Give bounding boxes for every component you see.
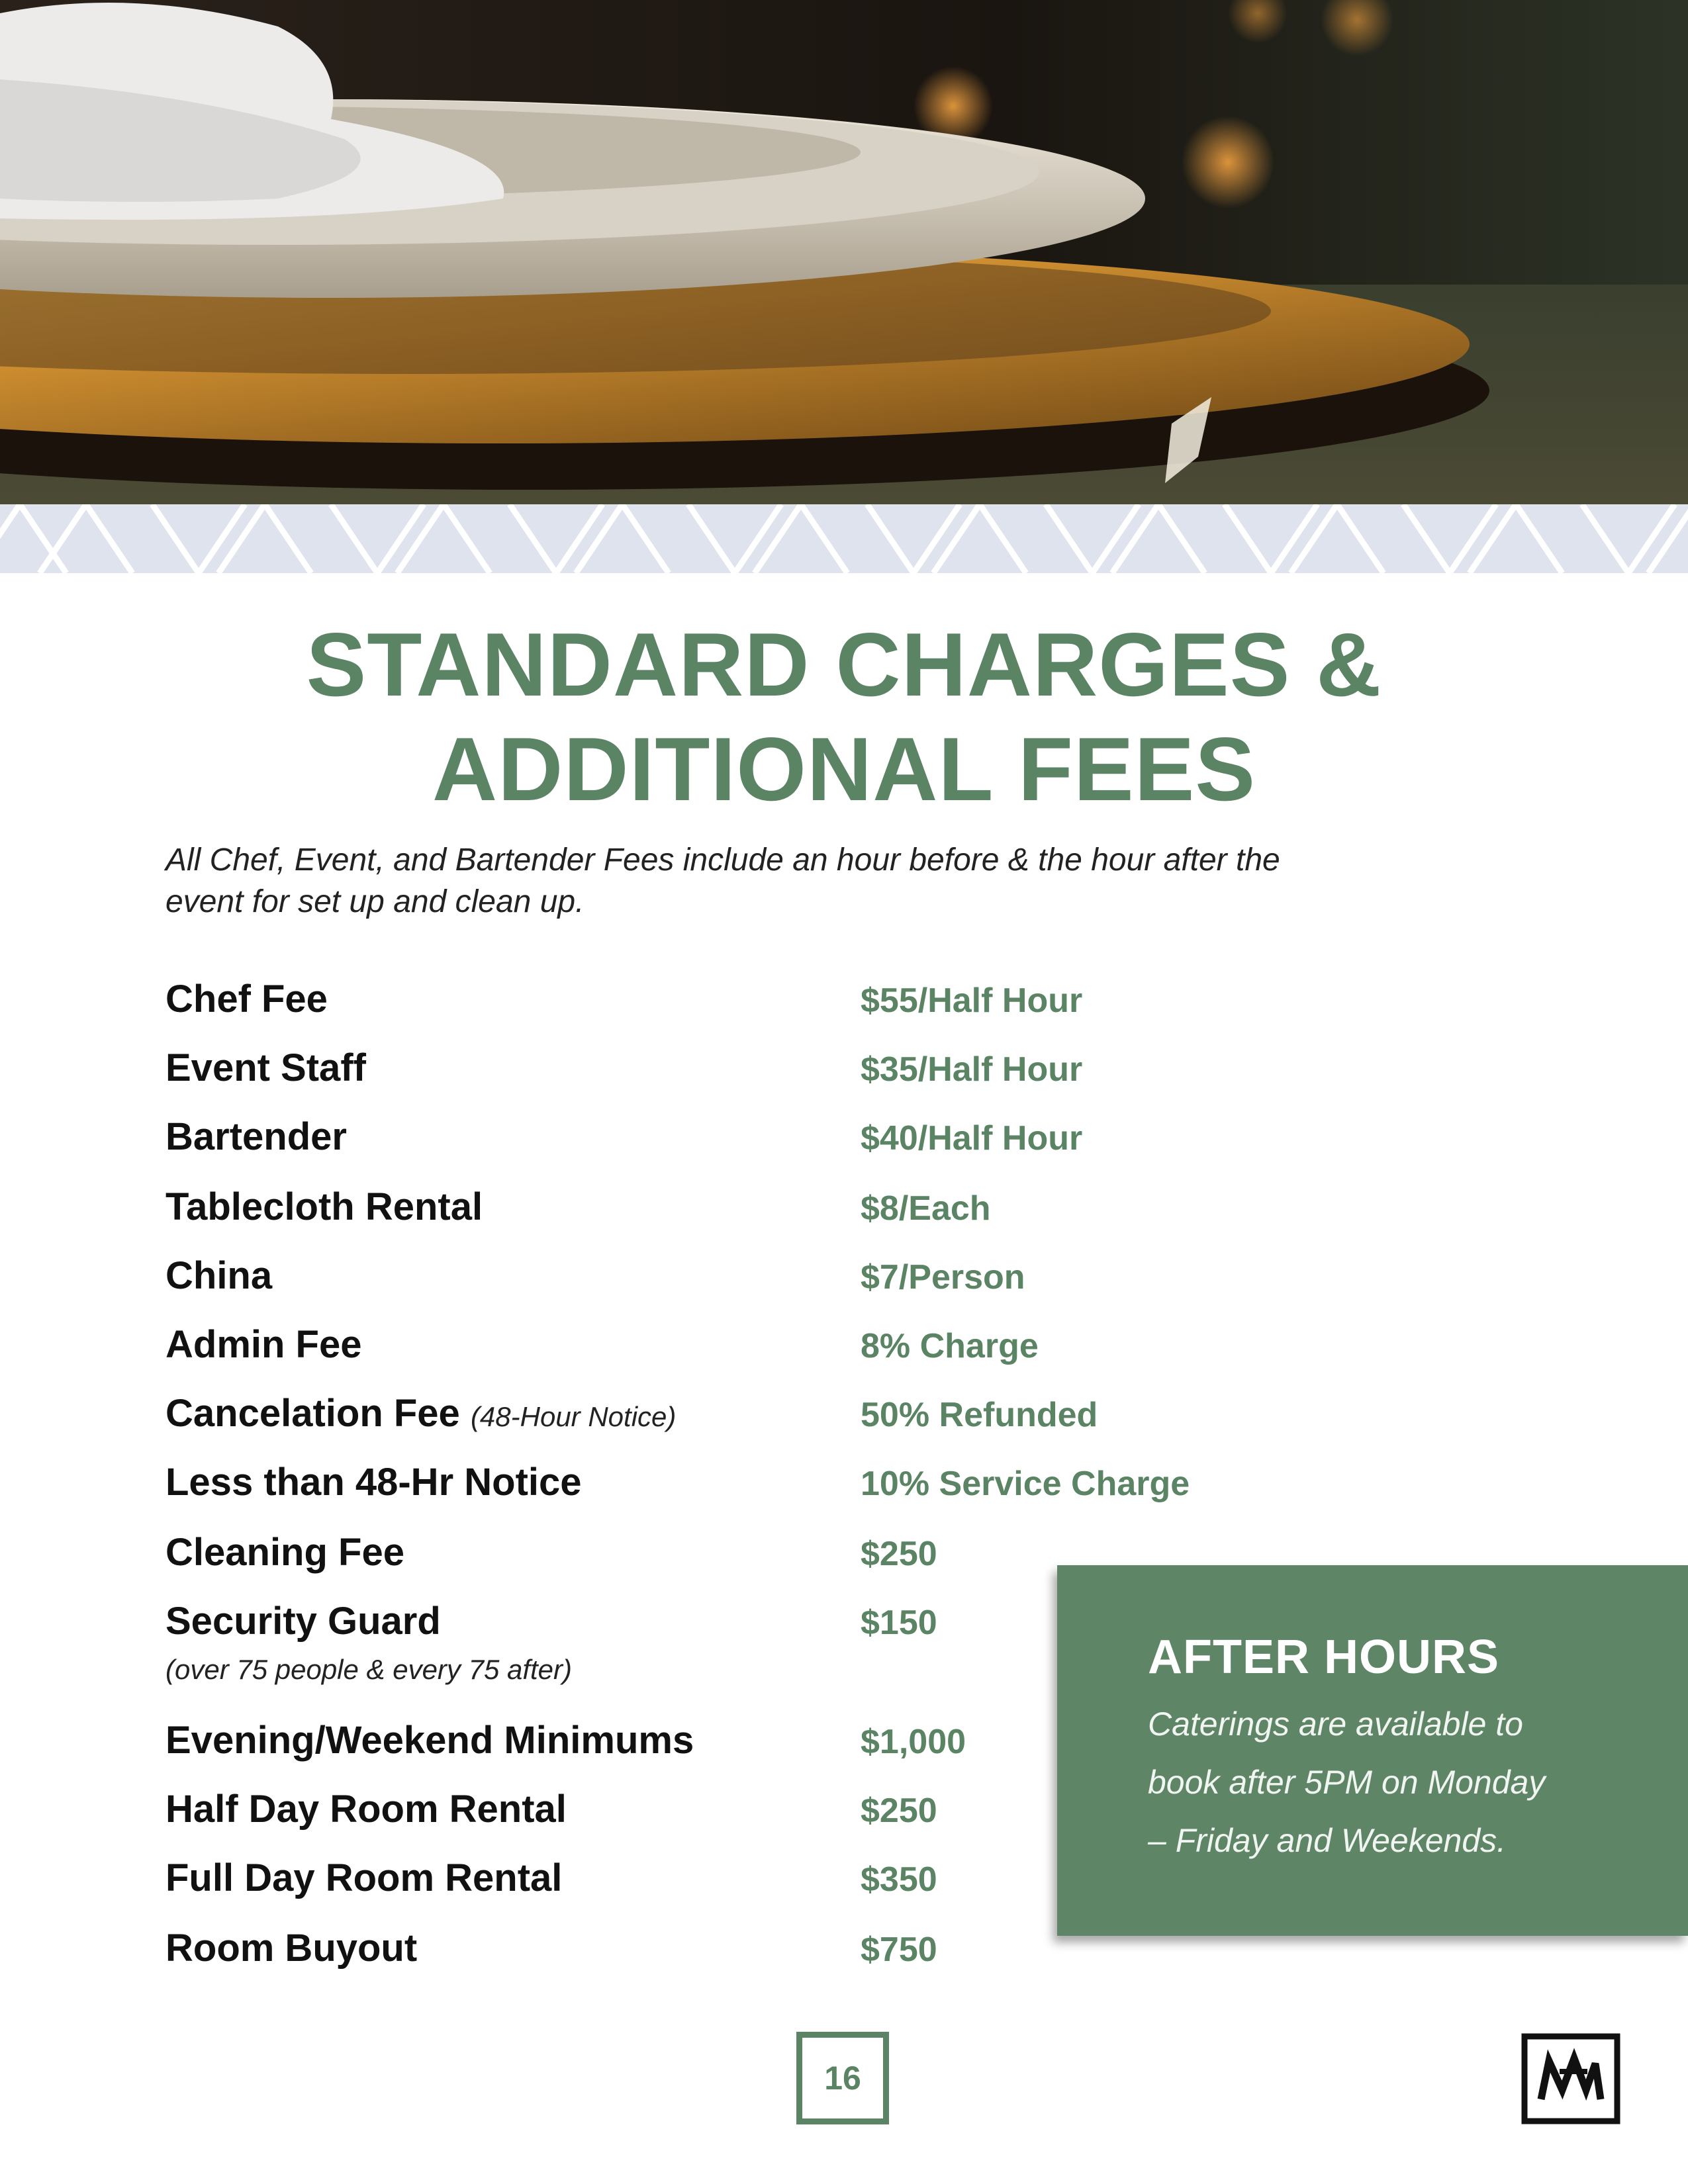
fee-label: Bartender [165, 1115, 347, 1158]
fee-value: $750 [861, 1931, 937, 1969]
after-hours-text [1148, 1695, 1628, 1870]
fee-value: $7/Person [861, 1258, 1025, 1297]
fee-label: Event Staff [165, 1046, 366, 1089]
fee-label [165, 1387, 676, 1443]
fee-value: 8% Charge [861, 1327, 1039, 1365]
header-photo [0, 0, 1688, 504]
after-hours-box [1057, 1565, 1688, 1936]
fee-label: Full Day Room Rental [165, 1856, 563, 1899]
monogram-logo-icon [1521, 2033, 1620, 2124]
fee-value: $350 [861, 1860, 937, 1899]
page-title [0, 612, 1688, 821]
fee-label: Admin Fee [165, 1323, 362, 1366]
fee-value: $40/Half Hour [861, 1119, 1083, 1158]
fee-label-text: Cancelation Fee [165, 1392, 460, 1435]
fee-label: Tablecloth Rental [165, 1185, 483, 1228]
fee-label: China [165, 1254, 273, 1297]
title-line-1: STANDARD CHARGES & [306, 614, 1382, 715]
intro-text [165, 839, 1542, 923]
after-hours-title: AFTER HOURS [1148, 1631, 1499, 1684]
fee-label: Less than 48-Hr Notice [165, 1461, 582, 1504]
fee-value: $250 [861, 1792, 937, 1830]
fee-value: $55/Half Hour [861, 981, 1083, 1020]
fee-label: Room Buyout [165, 1927, 418, 1970]
title-line-2: ADDITIONAL FEES [432, 719, 1256, 819]
fee-label: Cleaning Fee [165, 1531, 404, 1574]
fee-label: Security Guard [165, 1600, 441, 1643]
after-hours-line-1: Caterings are available to [1148, 1706, 1523, 1743]
after-hours-line-2: book after 5PM on Monday [1148, 1764, 1546, 1801]
fee-value: $150 [861, 1604, 937, 1642]
fee-subnote: (over 75 people & every 75 after) [165, 1654, 573, 1685]
fee-value: $35/Half Hour [861, 1050, 1083, 1089]
fee-label: Evening/Weekend Minimums [165, 1719, 694, 1762]
fee-value: 10% Service Charge [861, 1465, 1190, 1503]
fee-label: Chef Fee [165, 978, 328, 1021]
intro-line-1: All Chef, Event, and Bartender Fees include an hour before & the hour after the [165, 842, 1280, 878]
fee-value: $250 [861, 1535, 937, 1573]
intro-line-2: event for set up and clean up. [165, 884, 585, 919]
fee-label: Half Day Room Rental [165, 1788, 567, 1831]
page-number: 16 [796, 2032, 889, 2124]
fee-value: 50% Refunded [861, 1396, 1098, 1434]
fee-note: (48-Hour Notice) [470, 1401, 677, 1432]
fee-value: $1,000 [861, 1723, 966, 1761]
after-hours-line-3: – Friday and Weekends. [1148, 1822, 1507, 1859]
fee-value: $8/Each [861, 1189, 991, 1228]
decorative-pattern-band [0, 504, 1688, 573]
